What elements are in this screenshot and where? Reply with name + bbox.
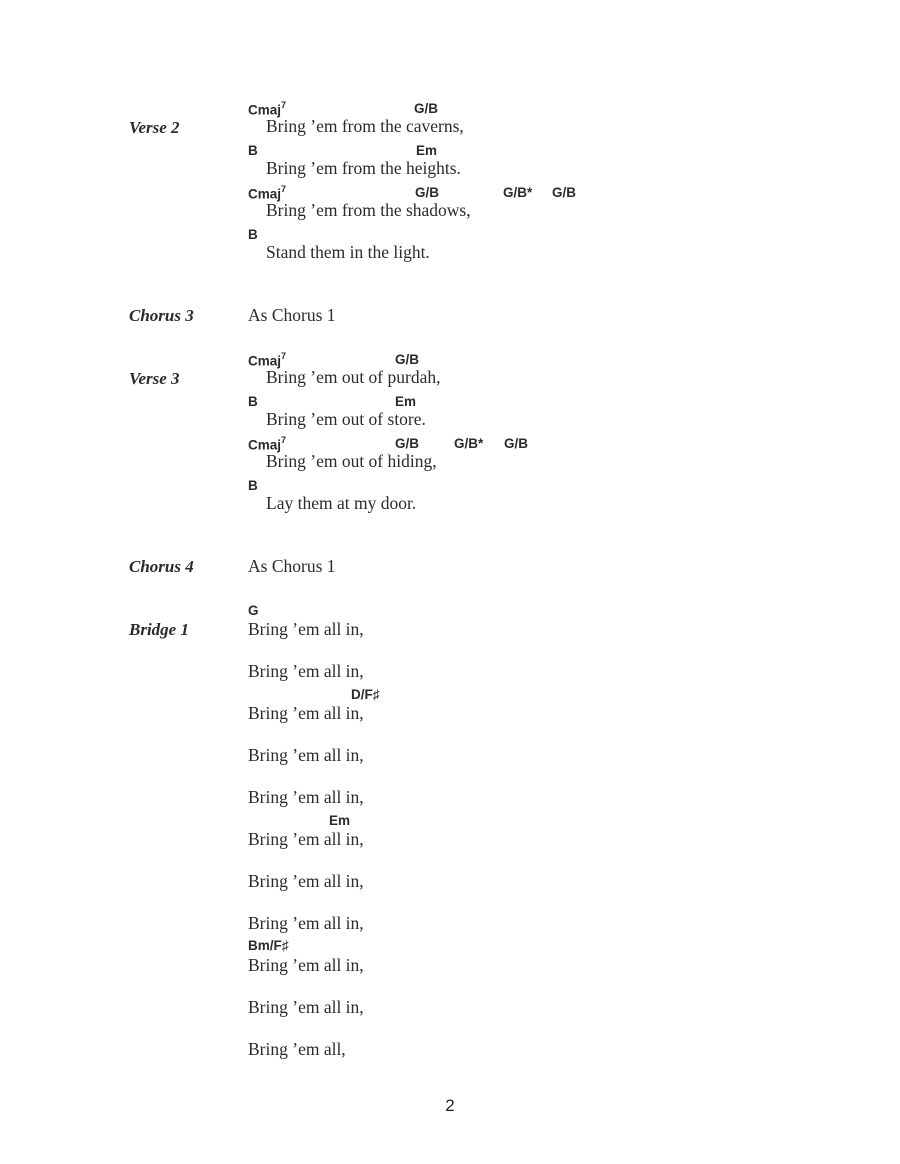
chord: B — [248, 227, 258, 242]
chorus-reference: As Chorus 1 — [248, 556, 336, 576]
chord: Cmaj$^7$ — [248, 184, 287, 202]
chord: D/F♯ — [351, 687, 380, 702]
chord: B — [248, 394, 258, 409]
chord: G/B — [414, 101, 439, 116]
section-label-bridge-1: Bridge 1 — [129, 620, 189, 639]
lyric-line: Bring ’em all in, — [248, 871, 364, 891]
lyric-line: Bring ’em all in, — [248, 787, 364, 807]
lyric-line: Bring ’em out of purdah, — [266, 367, 441, 387]
chord: G/B — [395, 352, 420, 367]
chord: Cmaj$^7$ — [248, 351, 287, 369]
lyric-line: Stand them in the light. — [266, 242, 430, 262]
section-label-chorus-4: Chorus 4 — [129, 557, 194, 576]
lyric-line: Bring ’em all in, — [248, 619, 364, 639]
section-label-chorus-3: Chorus 3 — [129, 306, 194, 325]
section-label-verse-2: Verse 2 — [129, 118, 180, 137]
lyric-line: Bring ’em from the caverns, — [266, 116, 464, 136]
chord: Em — [329, 813, 351, 828]
chord: Em — [416, 143, 438, 158]
page-number: 2 — [445, 1096, 455, 1115]
chord: G/B — [504, 436, 529, 451]
chord: Bm/F♯ — [248, 938, 289, 953]
chord: G — [248, 603, 259, 618]
lyric-line: Bring ’em from the heights. — [266, 158, 461, 178]
lyric-line: Bring ’em from the shadows, — [266, 200, 471, 220]
section-label-verse-3: Verse 3 — [129, 369, 180, 388]
lyric-line: Bring ’em all in, — [248, 703, 364, 723]
chord: G/B — [552, 185, 577, 200]
chord: Cmaj$^7$ — [248, 100, 287, 118]
lyric-line: Bring ’em out of store. — [266, 409, 426, 429]
chord: Em — [395, 394, 417, 409]
chorus-reference: As Chorus 1 — [248, 305, 336, 325]
lyric-line: Lay them at my door. — [266, 493, 417, 513]
lyric-line: Bring ’em out of hiding, — [266, 451, 437, 471]
chord: G/B — [395, 436, 420, 451]
lyric-line: Bring ’em all in, — [248, 745, 364, 765]
chord: G/B* — [503, 185, 533, 200]
lyric-line: Bring ’em all in, — [248, 955, 364, 975]
chord: B — [248, 478, 258, 493]
chord: G/B* — [454, 436, 484, 451]
lyric-line: Bring ’em all in, — [248, 997, 364, 1017]
chord: G/B — [415, 185, 440, 200]
lyric-line: Bring ’em all in, — [248, 913, 364, 933]
lyric-line: Bring ’em all, — [248, 1039, 346, 1059]
chord: B — [248, 143, 258, 158]
lyric-line: Bring ’em all in, — [248, 829, 364, 849]
lyric-line: Bring ’em all in, — [248, 661, 364, 681]
chord: Cmaj$^7$ — [248, 435, 287, 453]
